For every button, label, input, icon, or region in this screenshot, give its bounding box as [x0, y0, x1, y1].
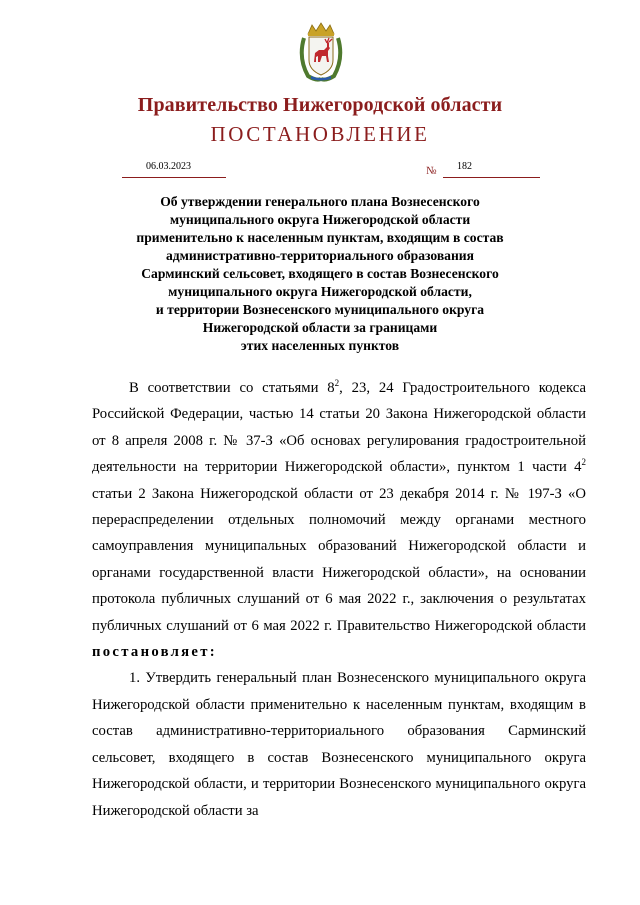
subject-line: административно-территориального образования	[165, 248, 474, 263]
superscript: 2	[334, 378, 340, 389]
subject-line: и территории Вознесенского муниципального округа	[155, 302, 485, 317]
subject-line: муниципального округа Нижегородской области	[169, 212, 471, 227]
body-paragraph-preamble	[92, 375, 586, 665]
document-subject	[100, 193, 540, 355]
subject-line: муниципального округа Нижегородской области,	[168, 284, 472, 299]
document-type: ПОСТАНОВЛЕНИЕ	[210, 122, 430, 146]
document-number: 182	[457, 161, 472, 172]
preamble-text: статьи 2 Закона Нижегородской области от 23 декабря 2014 г. № 197-З «О перераспределении отдельных полномочий между органами местного самоуправления муниципальных образований Нижегородской области и органами государственной власти Нижегородской области», на основании протокола публичных слушаний от 6 мая 2022 г., заключения о результатах публичных слушаний от 6 мая 2022 г. Правительство Нижегородской области	[92, 485, 586, 634]
subject-line: Об утверждении генерального плана Вознесенского	[160, 194, 480, 209]
number-line	[443, 161, 540, 178]
date-line	[122, 161, 226, 178]
body-paragraph-item-1: 1. Утвердить генеральный план Вознесенского муниципального округа Нижегородской области применительно к населенным пунктам, входящим в состав административно-территориального образования Сарминский сельсовет, входящего в состав Вознесенского муниципального округа Нижегородской области, и территории Вознесенского муниципального округа Нижегородской области за	[92, 670, 586, 819]
subject-line: Сарминский сельсовет, входящего в состав Вознесенского	[141, 266, 499, 281]
government-title: Правительство Нижегородской области	[137, 94, 503, 116]
coat-of-arms-icon	[296, 20, 346, 82]
preamble-text: В соответствии со статьями 8	[129, 380, 335, 396]
subject-line: применительно к населенным пунктам, входящим в состав	[136, 230, 504, 245]
number-sign: №	[426, 165, 437, 177]
superscript: 2	[581, 457, 586, 468]
document-date: 06.03.2023	[146, 161, 191, 172]
resolves-word: постановляет:	[92, 644, 217, 661]
document-body	[92, 375, 586, 824]
subject-line: этих населенных пунктов	[240, 338, 400, 353]
preamble-text: , 23, 24 Градостроительного кодекса Российской Федерации, частью 14 статьи 20 Закона Нижегородской области от 8 апреля 2008 г. № 37-З «Об основах регулирования градостроительной деятельности на территории Нижегородской области», пунктом 1 части 4	[92, 380, 586, 476]
subject-line: Нижегородской области за границами	[202, 320, 438, 335]
